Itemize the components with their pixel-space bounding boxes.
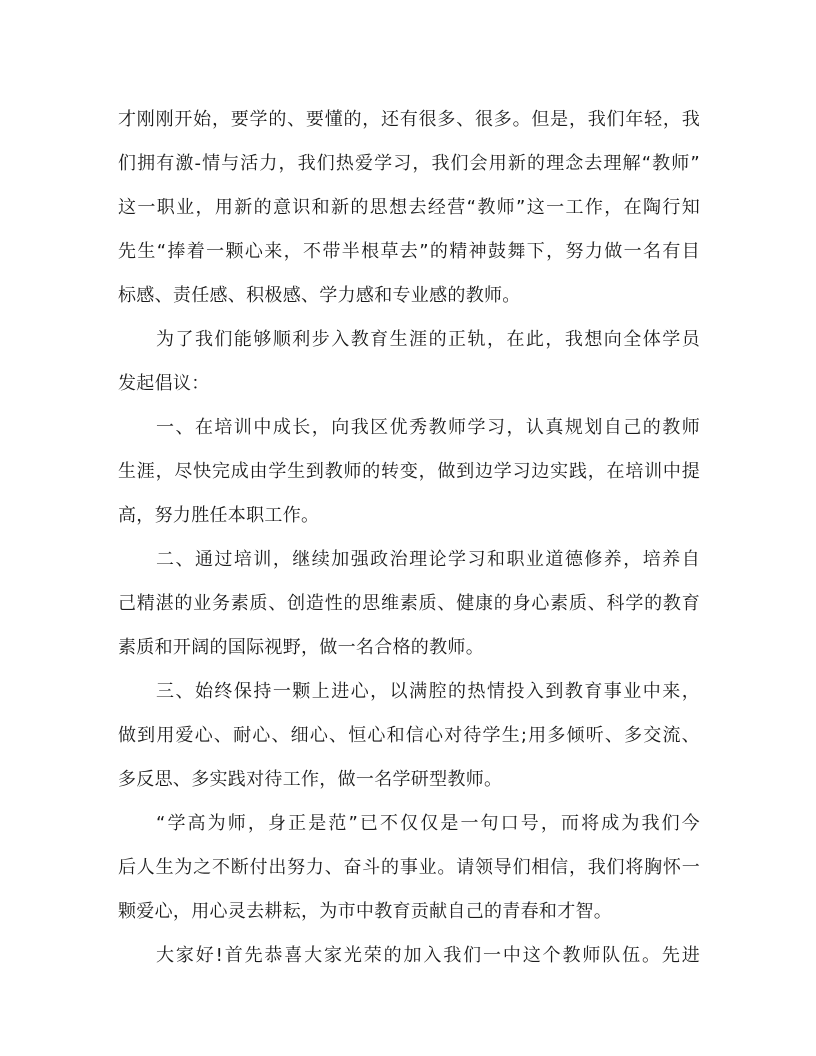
paragraph	[118, 98, 700, 318]
text-line: 发起倡议：	[118, 373, 210, 394]
text-line: 先生“捧着一颗心来，不带半根草去”的精神鼓舞下，努力做一名有目	[118, 241, 700, 262]
text-line: 们拥有激-情与活力，我们热爱学习，我们会用新的理念去理解“教师”	[118, 153, 700, 174]
text-line: 二、通过培训，继续加强政治理论学习和职业道德修养，培养自	[156, 549, 700, 570]
text-line: 才刚刚开始，要学的、要懂的，还有很多、很多。但是，我们年轻，我	[118, 109, 700, 130]
paragraph	[118, 538, 700, 670]
paragraph	[118, 318, 700, 406]
text-line: 大家好!首先恭喜大家光荣的加入我们一中这个教师队伍。先进	[156, 945, 700, 966]
text-line: 做到用爱心、耐心、细心、恒心和信心对待学生;用多倾听、多交流、	[118, 725, 700, 746]
text-line: 多反思、多实践对待工作，做一名学研型教师。	[118, 769, 503, 790]
text-line: 生涯，尽快完成由学生到教师的转变，做到边学习边实践，在培训中提	[118, 461, 700, 482]
text-line: 一、在培训中成长，向我区优秀教师学习，认真规划自己的教师	[156, 417, 700, 438]
text-line: 己精湛的业务素质、创造性的思维素质、健康的身心素质、科学的教育	[118, 593, 700, 614]
paragraph	[118, 802, 700, 934]
text-line: 素质和开阔的国际视野，做一名合格的教师。	[118, 637, 484, 658]
document-body	[118, 98, 700, 978]
text-line: 颗爱心，用心灵去耕耘，为市中教育贡献自己的青春和才智。	[118, 901, 613, 922]
text-line: 为了我们能够顺利步入教育生涯的正轨，在此，我想向全体学员	[156, 329, 700, 350]
text-line: 三、始终保持一颗上进心，以满腔的热情投入到教育事业中来，	[156, 681, 700, 702]
text-line: 标感、责任感、积极感、学力感和专业感的教师。	[118, 285, 521, 306]
text-line: “学高为师，身正是范”已不仅仅是一句口号，而将成为我们今	[156, 813, 700, 834]
paragraph	[118, 934, 700, 978]
text-line: 高，努力胜任本职工作。	[118, 505, 320, 526]
paragraph	[118, 670, 700, 802]
text-line: 这一职业，用新的意识和新的思想去经营“教师”这一工作，在陶行知	[118, 197, 700, 218]
text-line: 后人生为之不断付出努力、奋斗的事业。请领导们相信，我们将胸怀一	[118, 857, 700, 878]
paragraph	[118, 406, 700, 538]
